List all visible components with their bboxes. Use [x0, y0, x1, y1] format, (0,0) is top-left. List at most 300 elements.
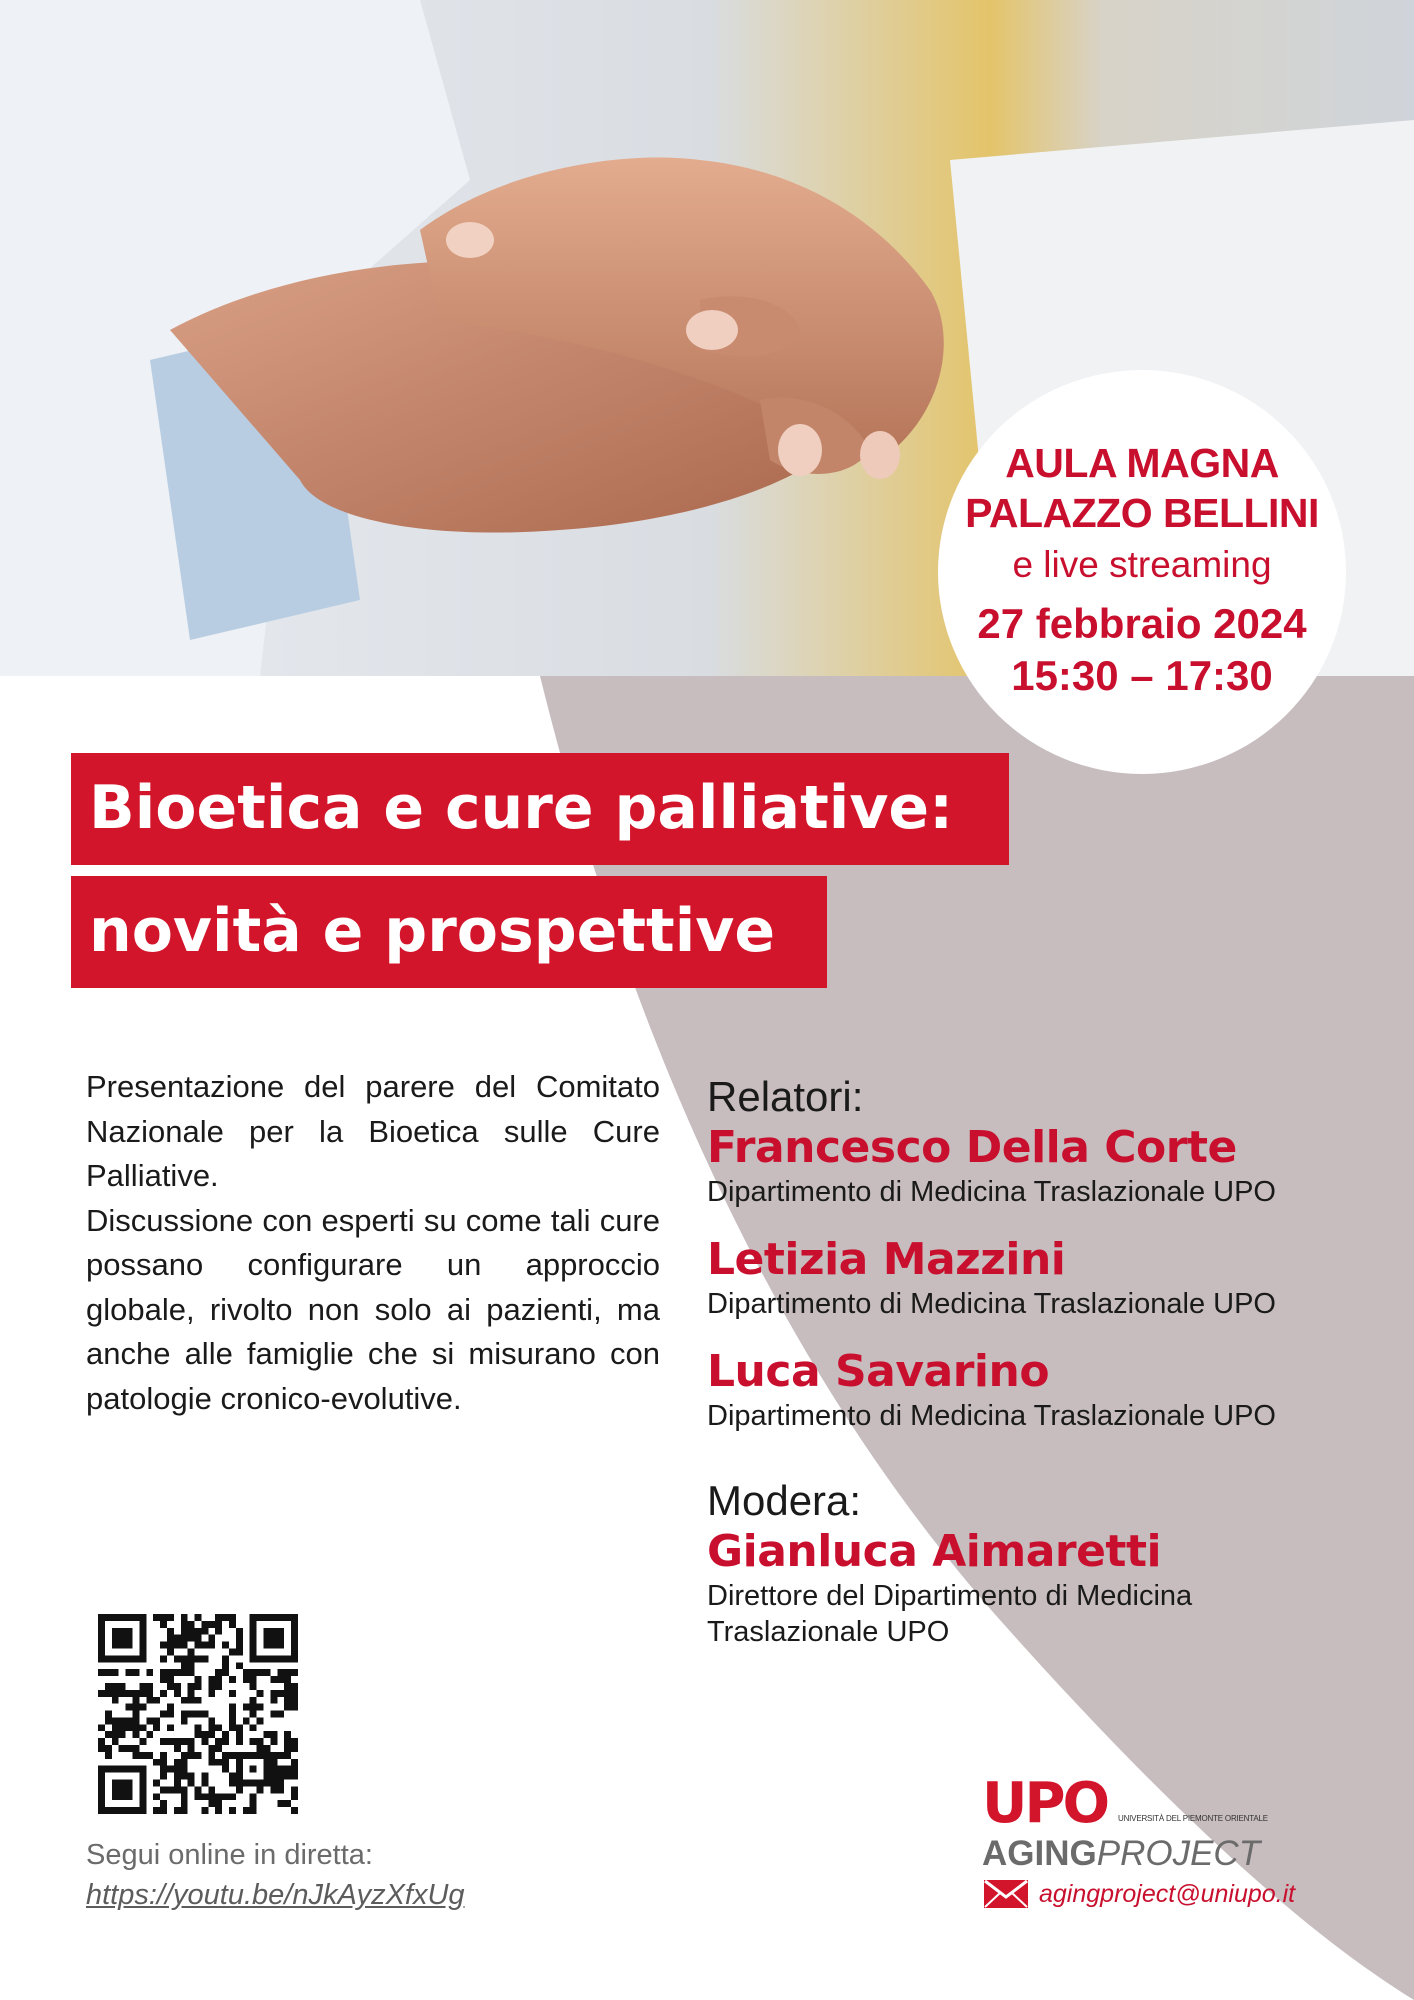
qr-module: [250, 1766, 257, 1773]
qr-module: [257, 1738, 264, 1745]
speaker-name: Letizia Mazzini: [707, 1234, 1066, 1285]
qr-module: [160, 1614, 167, 1621]
qr-module: [284, 1773, 291, 1780]
qr-module: [201, 1628, 208, 1635]
qr-module: [215, 1738, 222, 1745]
qr-module: [236, 1724, 243, 1731]
qr-module: [112, 1780, 119, 1787]
qr-module: [215, 1807, 222, 1814]
qr-module: [153, 1780, 160, 1787]
qr-module: [167, 1766, 174, 1773]
qr-module: [181, 1786, 188, 1793]
qr-module: [236, 1628, 243, 1635]
qr-module: [112, 1697, 119, 1704]
qr-module: [277, 1655, 284, 1662]
qr-module: [181, 1738, 188, 1745]
qr-module: [139, 1642, 146, 1649]
qr-module: [264, 1669, 271, 1676]
qr-module: [181, 1669, 188, 1676]
qr-module: [174, 1635, 181, 1642]
qr-module: [160, 1759, 167, 1766]
qr-module: [277, 1786, 284, 1793]
qr-module: [291, 1766, 298, 1773]
qr-module: [132, 1690, 139, 1697]
email-address[interactable]: agingproject@uniupo.it: [1039, 1879, 1296, 1908]
qr-module: [195, 1676, 202, 1683]
qr-module: [119, 1766, 126, 1773]
qr-module: [105, 1766, 112, 1773]
qr-module: [270, 1759, 277, 1766]
qr-module: [201, 1655, 208, 1662]
qr-module: [174, 1738, 181, 1745]
qr-module: [257, 1717, 264, 1724]
qr-module: [132, 1717, 139, 1724]
qr-module: [126, 1642, 133, 1649]
qr-module: [236, 1786, 243, 1793]
qr-module: [208, 1786, 215, 1793]
qr-module: [270, 1786, 277, 1793]
qr-module: [126, 1635, 133, 1642]
qr-module: [167, 1648, 174, 1655]
qr-module: [277, 1628, 284, 1635]
qr-module: [208, 1642, 215, 1649]
qr-module: [174, 1786, 181, 1793]
qr-module: [98, 1793, 105, 1800]
qr-module: [167, 1683, 174, 1690]
contact-email[interactable]: [983, 1879, 1295, 1909]
qr-module: [188, 1621, 195, 1628]
qr-module: [181, 1628, 188, 1635]
qr-module: [208, 1793, 215, 1800]
qr-module: [215, 1676, 222, 1683]
moderator-heading: Modera:: [707, 1477, 862, 1524]
qr-module: [98, 1642, 105, 1649]
qr-module: [270, 1780, 277, 1787]
qr-module: [146, 1717, 153, 1724]
qr-module: [105, 1745, 112, 1752]
qr-module: [126, 1614, 133, 1621]
qr-module: [119, 1724, 126, 1731]
qr-module: [181, 1766, 188, 1773]
qr-module: [167, 1642, 174, 1649]
qr-module: [195, 1752, 202, 1759]
qr-module: [98, 1628, 105, 1635]
qr-module: [132, 1745, 139, 1752]
university-name: UNIVERSITÀ DEL PIEMONTE ORIENTALE: [1118, 1814, 1268, 1823]
qr-module: [126, 1669, 133, 1676]
qr-module: [195, 1683, 202, 1690]
qr-module: [105, 1655, 112, 1662]
qr-module: [284, 1690, 291, 1697]
qr-module: [195, 1614, 202, 1621]
qr-module: [236, 1731, 243, 1738]
qr-module: [208, 1759, 215, 1766]
qr-module: [126, 1628, 133, 1635]
qr-module: [243, 1752, 250, 1759]
qr-module: [153, 1793, 160, 1800]
qr-module: [188, 1738, 195, 1745]
qr-module: [160, 1786, 167, 1793]
qr-module: [291, 1683, 298, 1690]
qr-module: [167, 1786, 174, 1793]
qr-module: [98, 1745, 105, 1752]
qr-module: [167, 1635, 174, 1642]
qr-module: [229, 1614, 236, 1621]
qr-module: [270, 1642, 277, 1649]
qr-module: [167, 1711, 174, 1718]
qr-module: [139, 1786, 146, 1793]
qr-module: [291, 1655, 298, 1662]
qr-module: [250, 1676, 257, 1683]
qr-module: [236, 1642, 243, 1649]
qr-module: [270, 1614, 277, 1621]
qr-module: [126, 1724, 133, 1731]
qr-module: [243, 1717, 250, 1724]
qr-module: [105, 1669, 112, 1676]
qr-module: [139, 1704, 146, 1711]
qr-module: [139, 1648, 146, 1655]
qr-module: [119, 1614, 126, 1621]
qr-module: [250, 1807, 257, 1814]
qr-module: [174, 1807, 181, 1814]
qr-module: [112, 1766, 119, 1773]
qr-module: [112, 1683, 119, 1690]
upo-brand: UPO: [982, 1771, 1108, 1836]
title-line-2: novità e prospettive: [71, 876, 827, 988]
qr-module: [139, 1773, 146, 1780]
qr-module: [98, 1786, 105, 1793]
qr-module: [284, 1676, 291, 1683]
qr-module: [222, 1752, 229, 1759]
qr-module: [201, 1738, 208, 1745]
qr-module: [236, 1635, 243, 1642]
qr-module: [250, 1724, 257, 1731]
qr-module: [119, 1683, 126, 1690]
qr-module: [132, 1669, 139, 1676]
qr-module: [98, 1635, 105, 1642]
qr-module: [139, 1780, 146, 1787]
qr-module: [264, 1752, 271, 1759]
qr-module: [257, 1786, 264, 1793]
qr-module: [160, 1738, 167, 1745]
qr-module: [167, 1676, 174, 1683]
qr-module: [264, 1642, 271, 1649]
qr-module: [291, 1773, 298, 1780]
qr-module: [257, 1690, 264, 1697]
qr-module: [139, 1738, 146, 1745]
qr-module: [284, 1800, 291, 1807]
qr-module: [174, 1780, 181, 1787]
qr-module: [126, 1745, 133, 1752]
qr-module: [277, 1780, 284, 1787]
qr-module: [181, 1655, 188, 1662]
qr-module: [195, 1731, 202, 1738]
qr-module: [229, 1773, 236, 1780]
qr-module: [277, 1773, 284, 1780]
moderator-affiliation-line-1: Direttore del Dipartimento di Medicina: [707, 1580, 1193, 1612]
qr-module: [215, 1614, 222, 1621]
qr-module: [181, 1662, 188, 1669]
qr-module: [119, 1690, 126, 1697]
event-description: [86, 1065, 660, 1421]
qr-module: [257, 1655, 264, 1662]
qr-module: [222, 1793, 229, 1800]
qr-module: [291, 1669, 298, 1676]
qr-module: [98, 1648, 105, 1655]
qr-module: [188, 1711, 195, 1718]
qr-module: [264, 1766, 271, 1773]
qr-module: [270, 1766, 277, 1773]
qr-module: [277, 1690, 284, 1697]
qr-module: [139, 1614, 146, 1621]
qr-module: [284, 1745, 291, 1752]
qr-module: [174, 1759, 181, 1766]
qr-module: [257, 1669, 264, 1676]
aging-project-name: [982, 1834, 1260, 1874]
qr-module: [105, 1752, 112, 1759]
qr-module: [243, 1807, 250, 1814]
qr-module: [229, 1724, 236, 1731]
qr-module: [188, 1655, 195, 1662]
qr-module: [257, 1752, 264, 1759]
qr-module: [132, 1752, 139, 1759]
event-date: 27 febbraio 2024: [977, 600, 1307, 647]
qr-module: [160, 1621, 167, 1628]
qr-module: [139, 1655, 146, 1662]
qr-module: [139, 1724, 146, 1731]
qr-module: [181, 1614, 188, 1621]
qr-module: [153, 1717, 160, 1724]
qr-module: [160, 1690, 167, 1697]
qr-module: [167, 1724, 174, 1731]
qr-module: [208, 1800, 215, 1807]
qr-module: [174, 1745, 181, 1752]
qr-module: [181, 1697, 188, 1704]
qr-module: [208, 1635, 215, 1642]
qr-module: [208, 1724, 215, 1731]
qr-module: [160, 1711, 167, 1718]
qr-code[interactable]: [98, 1614, 298, 1814]
qr-module: [229, 1704, 236, 1711]
qr-module: [160, 1676, 167, 1683]
mail-icon: [983, 1879, 1029, 1909]
qr-module: [181, 1752, 188, 1759]
qr-module: [208, 1731, 215, 1738]
qr-module: [277, 1635, 284, 1642]
qr-module: [291, 1793, 298, 1800]
qr-module: [250, 1642, 257, 1649]
qr-module: [188, 1669, 195, 1676]
qr-module: [277, 1614, 284, 1621]
qr-module: [119, 1731, 126, 1738]
qr-module: [250, 1780, 257, 1787]
qr-module: [139, 1800, 146, 1807]
qr-module: [139, 1621, 146, 1628]
qr-module: [119, 1642, 126, 1649]
qr-module: [188, 1690, 195, 1697]
qr-module: [132, 1711, 139, 1718]
qr-module: [277, 1711, 284, 1718]
qr-module: [174, 1669, 181, 1676]
speaker-item: [707, 1122, 1387, 1210]
qr-module: [112, 1635, 119, 1642]
qr-module: [98, 1780, 105, 1787]
qr-module: [250, 1648, 257, 1655]
qr-module: [139, 1766, 146, 1773]
qr-module: [250, 1628, 257, 1635]
qr-module: [250, 1655, 257, 1662]
qr-module: [201, 1711, 208, 1718]
qr-module: [229, 1793, 236, 1800]
qr-module: [174, 1773, 181, 1780]
qr-module: [139, 1683, 146, 1690]
qr-module: [208, 1683, 215, 1690]
qr-module: [243, 1669, 250, 1676]
qr-module: [174, 1690, 181, 1697]
qr-module: [284, 1738, 291, 1745]
qr-module: [188, 1662, 195, 1669]
qr-module: [112, 1793, 119, 1800]
qr-module: [98, 1724, 105, 1731]
speaker-item: [707, 1234, 1387, 1322]
qr-module: [250, 1621, 257, 1628]
qr-module: [195, 1635, 202, 1642]
qr-module: [201, 1807, 208, 1814]
qr-module: [222, 1738, 229, 1745]
qr-module: [167, 1738, 174, 1745]
qr-module: [160, 1655, 167, 1662]
speaker-item: [707, 1346, 1387, 1434]
qr-module: [126, 1690, 133, 1697]
speakers-heading: Relatori:: [707, 1073, 864, 1120]
online-follow: [86, 1835, 465, 1915]
qr-module: [188, 1648, 195, 1655]
qr-module: [167, 1628, 174, 1635]
stream-link[interactable]: https://youtu.be/nJkAyzXfxUg: [86, 1879, 465, 1911]
qr-module: [160, 1807, 167, 1814]
qr-module: [243, 1704, 250, 1711]
qr-module: [264, 1745, 271, 1752]
qr-module: [277, 1642, 284, 1649]
qr-module: [229, 1621, 236, 1628]
qr-module: [222, 1759, 229, 1766]
qr-module: [146, 1690, 153, 1697]
qr-module: [195, 1724, 202, 1731]
qr-module: [250, 1793, 257, 1800]
qr-module: [291, 1648, 298, 1655]
qr-module: [270, 1711, 277, 1718]
qr-module: [126, 1704, 133, 1711]
qr-module: [181, 1711, 188, 1718]
qr-module: [291, 1621, 298, 1628]
qr-module: [153, 1697, 160, 1704]
qr-module: [112, 1717, 119, 1724]
qr-module: [195, 1628, 202, 1635]
speaker-affiliation: Dipartimento di Medicina Traslazionale UPO: [707, 1176, 1276, 1208]
qr-module: [284, 1752, 291, 1759]
qr-module: [105, 1717, 112, 1724]
qr-module: [291, 1786, 298, 1793]
qr-module: [139, 1628, 146, 1635]
qr-module: [160, 1766, 167, 1773]
qr-module: [229, 1690, 236, 1697]
qr-module: [153, 1807, 160, 1814]
qr-module: [139, 1635, 146, 1642]
qr-module: [284, 1669, 291, 1676]
qr-module: [236, 1738, 243, 1745]
moderator-affiliation-line-2: Traslazionale UPO: [707, 1616, 950, 1648]
qr-module: [105, 1711, 112, 1718]
qr-module: [215, 1800, 222, 1807]
qr-module: [270, 1731, 277, 1738]
qr-module: [284, 1704, 291, 1711]
qr-module: [181, 1793, 188, 1800]
qr-module: [236, 1648, 243, 1655]
qr-module: [98, 1655, 105, 1662]
qr-module: [112, 1786, 119, 1793]
qr-module: [119, 1745, 126, 1752]
qr-module: [195, 1642, 202, 1649]
qr-module: [167, 1614, 174, 1621]
qr-module: [264, 1635, 271, 1642]
qr-module: [181, 1635, 188, 1642]
qr-module: [215, 1793, 222, 1800]
qr-module: [139, 1752, 146, 1759]
qr-module: [174, 1642, 181, 1649]
qr-module: [98, 1800, 105, 1807]
qr-module: [264, 1628, 271, 1635]
qr-module: [112, 1731, 119, 1738]
qr-module: [139, 1690, 146, 1697]
qr-module: [195, 1786, 202, 1793]
qr-module: [277, 1676, 284, 1683]
qr-module: [126, 1807, 133, 1814]
qr-module: [195, 1697, 202, 1704]
qr-module: [167, 1704, 174, 1711]
qr-module: [222, 1766, 229, 1773]
qr-module: [215, 1724, 222, 1731]
qr-module: [291, 1704, 298, 1711]
qr-module: [291, 1759, 298, 1766]
qr-module: [291, 1642, 298, 1649]
qr-module: [229, 1752, 236, 1759]
qr-module: [126, 1793, 133, 1800]
venue-line-1: AULA MAGNA: [1005, 440, 1279, 486]
qr-module: [119, 1628, 126, 1635]
qr-module: [181, 1621, 188, 1628]
qr-module: [112, 1690, 119, 1697]
qr-module: [132, 1731, 139, 1738]
qr-module: [208, 1752, 215, 1759]
qr-module: [98, 1614, 105, 1621]
qr-module: [139, 1793, 146, 1800]
qr-module: [112, 1669, 119, 1676]
speaker-affiliation: Dipartimento di Medicina Traslazionale UPO: [707, 1400, 1276, 1432]
qr-module: [270, 1752, 277, 1759]
qr-module: [181, 1642, 188, 1649]
qr-module: [98, 1773, 105, 1780]
description-paragraph-2: Discussione con esperti su come tali cure possano configurare un approccio globale, rivolto non solo ai pazienti, ma anche alle famiglie che si misurano con patologie cronico-evolutive.: [86, 1202, 660, 1416]
qr-module: [284, 1683, 291, 1690]
qr-module: [291, 1690, 298, 1697]
qr-module: [222, 1614, 229, 1621]
qr-module: [257, 1614, 264, 1621]
qr-module: [250, 1704, 257, 1711]
qr-module: [291, 1635, 298, 1642]
qr-module: [146, 1683, 153, 1690]
qr-module: [284, 1697, 291, 1704]
qr-module: [201, 1731, 208, 1738]
